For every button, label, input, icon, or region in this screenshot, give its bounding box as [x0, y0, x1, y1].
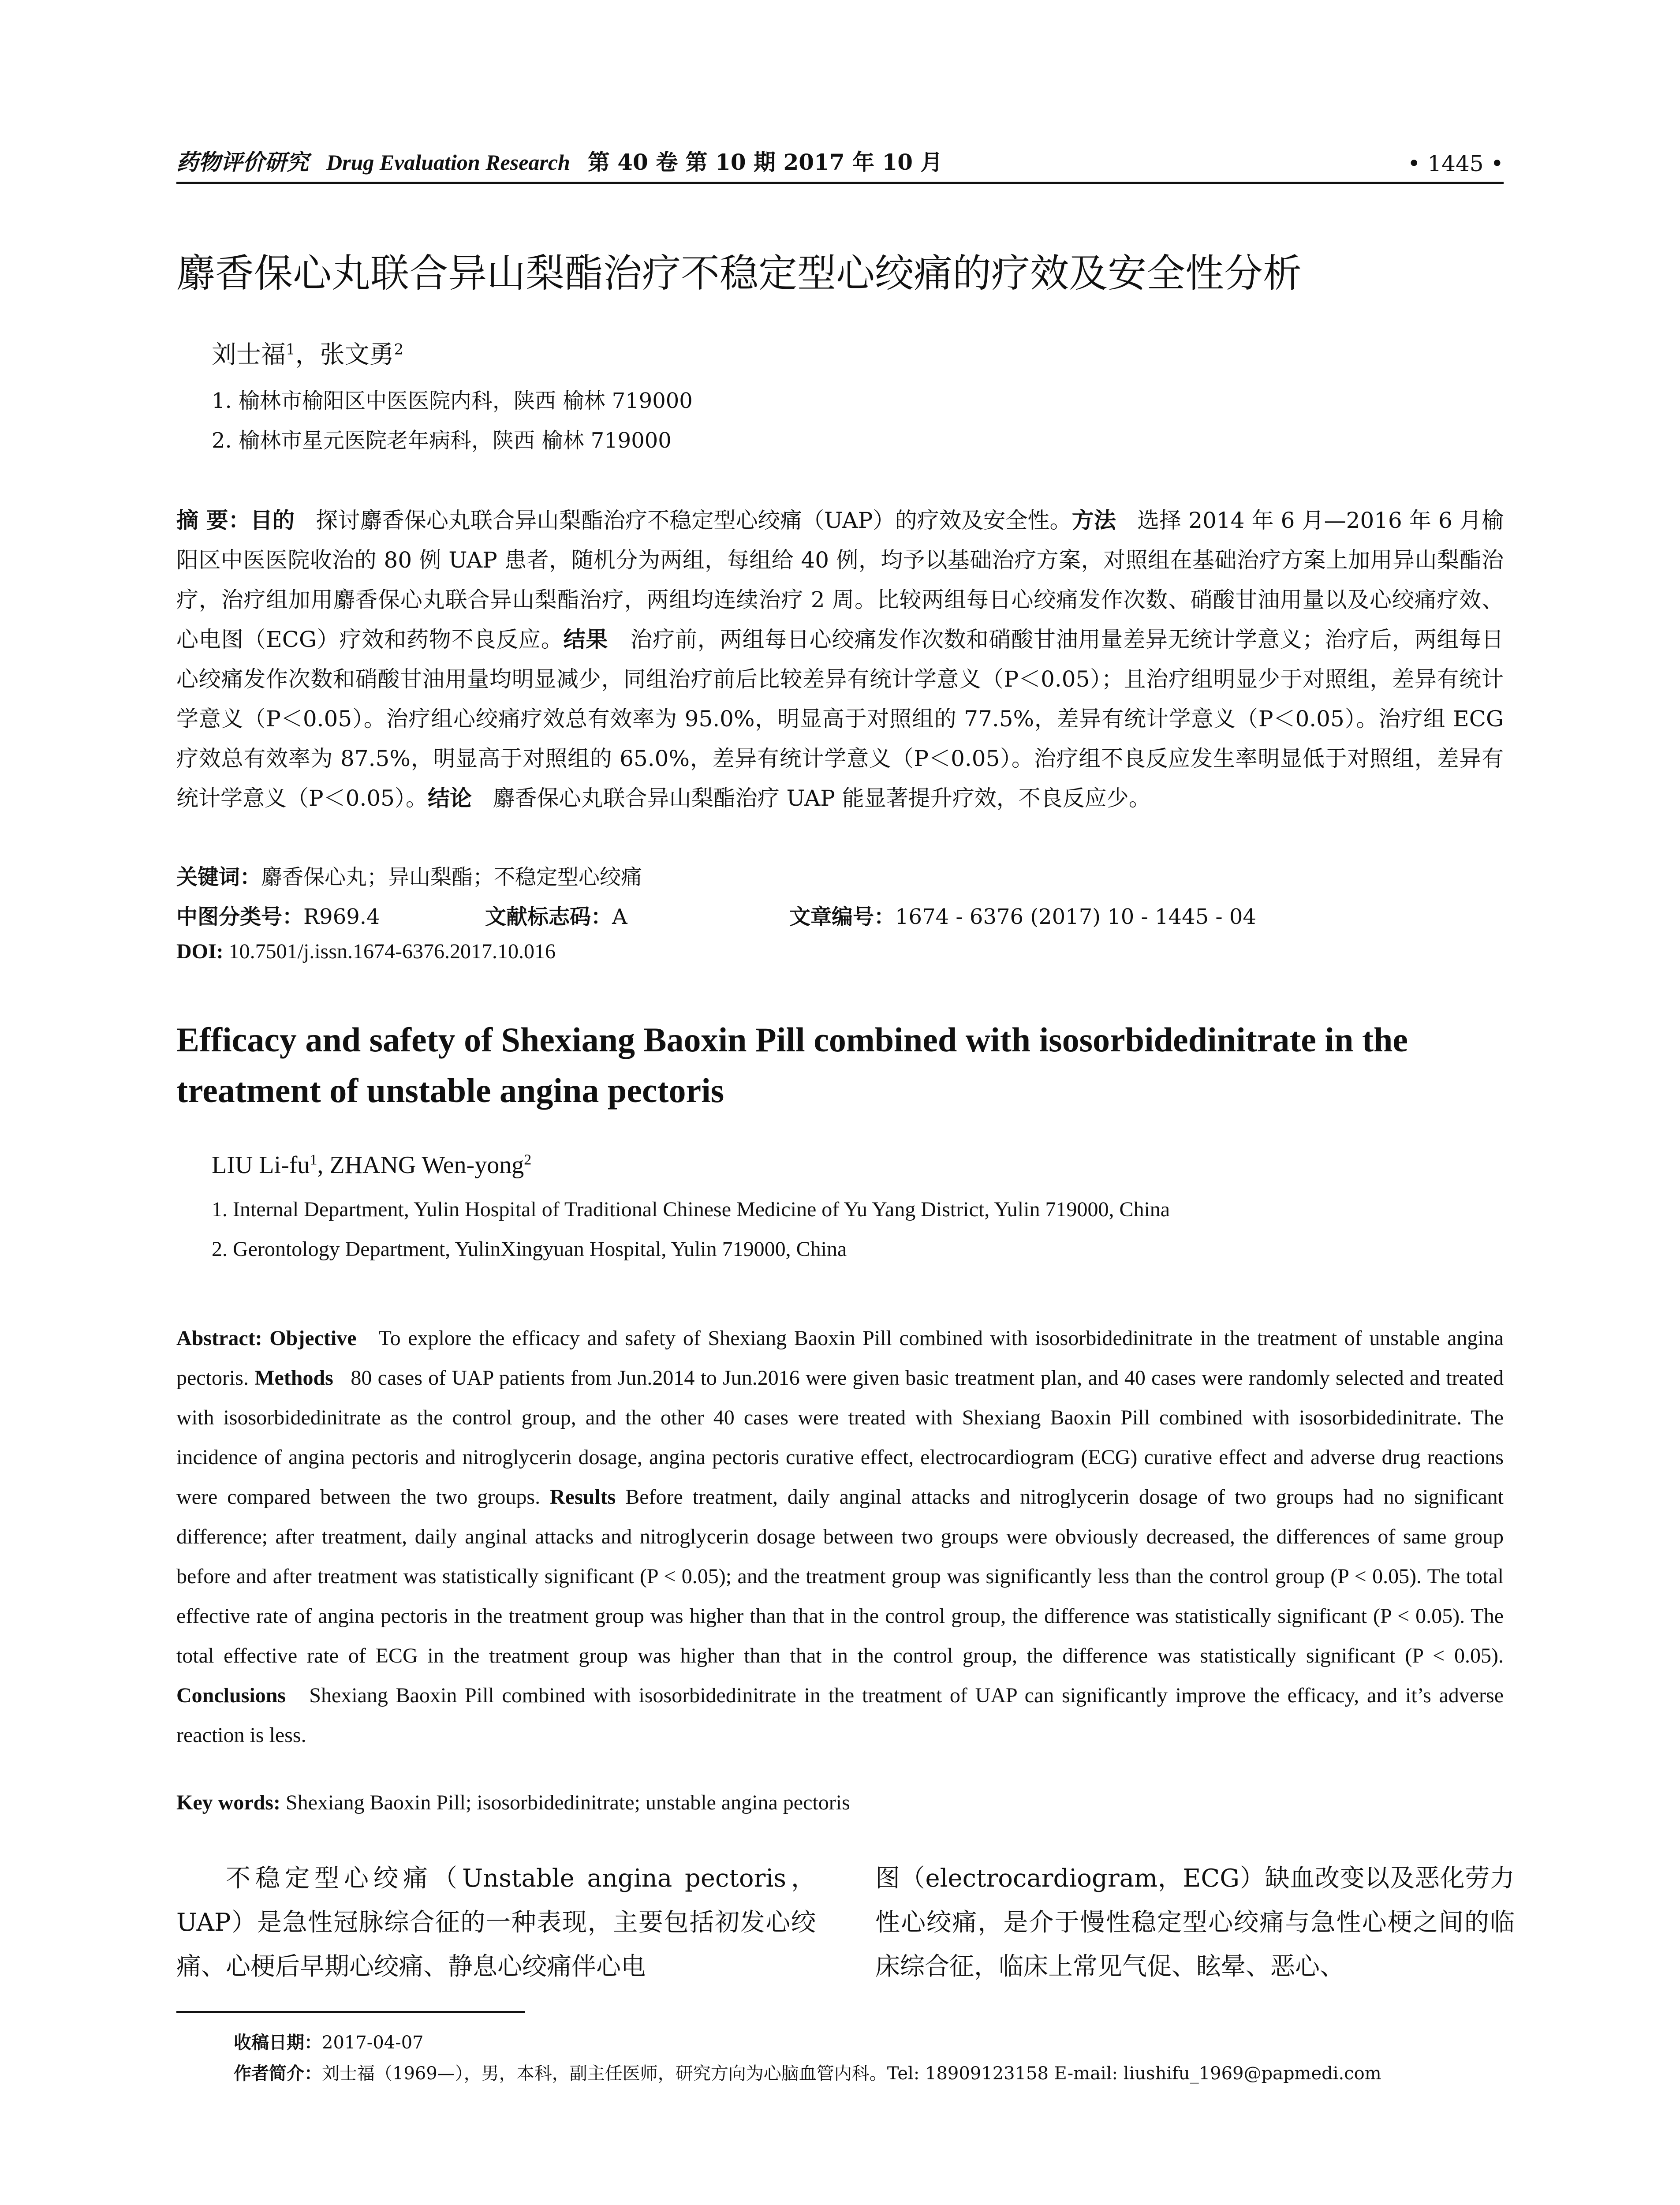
keywords-english: [176, 1790, 850, 1815]
article-number-label: 文章编号：: [789, 904, 896, 929]
results-label: 结果: [563, 627, 609, 652]
keywords-label: Key words:: [176, 1791, 280, 1814]
title-english: Efficacy and safety of Shexiang Baoxin Pill combined with isosorbidedinitrate in the treatment of unstable angina pectoris: [176, 1020, 1408, 1110]
received-label: 收稿日期：: [234, 2033, 322, 2053]
abstract-label: Abstract:: [176, 1327, 262, 1350]
authors-chinese: [212, 335, 403, 370]
keywords-text: Shexiang Baoxin Pill; isosorbidedinitrate; unstable angina pectoris: [285, 1791, 850, 1814]
clc-value: R969.4: [303, 904, 380, 929]
article-number: [789, 900, 1256, 930]
objective-text: 探讨麝香保心丸联合异山梨酯治疗不稳定型心绞痛（UAP）的疗效及安全性。: [316, 508, 1072, 533]
methods-label: Methods: [254, 1366, 333, 1390]
results-label: Results: [549, 1485, 616, 1509]
conclusions-text: Shexiang Baoxin Pill combined with isosorbidedinitrate in the treatment of UAP can significantly improve the efficacy, and it’s adverse reaction is less.: [176, 1684, 1504, 1747]
conclusions-label: Conclusions: [176, 1684, 286, 1707]
keywords-text: 麝香保心丸；异山梨酯；不稳定型心绞痛: [261, 865, 642, 889]
abstract-label: 摘 要：: [176, 508, 250, 533]
abstract-english: [176, 1319, 1504, 1755]
body-column-right: 图（electrocardiogram，ECG）缺血改变以及恶化劳力性心绞痛，是介于慢性稳定型心绞痛与急性心梗之间的临床综合征，临床上常见气促、眩晕、恶心、: [875, 1864, 1515, 1981]
author-name: 张文勇: [320, 340, 394, 369]
results-text: 治疗前，两组每日心绞痛发作次数和硝酸甘油用量差异无统计学意义；治疗后，两组每日心绞痛发作次数和硝酸甘油用量均明显减少，同组治疗前后比较差异有统计学意义（P＜0.05）；且治疗组明显少于对照组，差异有统计学意义（P＜0.05）。治疗组心绞痛疗效总有效率为 95.0%，明显高于对照组的 77.5%，差异有统计学意义（P＜0.05）。治疗组 ECG 疗效总有效率为 87.5%，明显高于对照组的 65.0%，差异有统计学意义（P＜0.05）。治疗组不良反应发生率明显低于对照组，差异有统计学意义（P＜0.05）。: [176, 627, 1504, 811]
objective-label: 目的: [250, 508, 295, 533]
running-header: [176, 141, 1504, 184]
author-name: LIU Li-fu: [212, 1151, 310, 1179]
conclusion-label: 结论: [427, 785, 472, 811]
methods-label: 方法: [1071, 508, 1116, 533]
results-text: Before treatment, daily anginal attacks and nitroglycerin dosage of two groups had no significant difference; after treatment, daily anginal attacks and nitroglycerin dosage between two groups were obviously decreased, the differences of same group before and after treatment was statistically significant (P < 0.05); and the treatment group was significantly less than the control group (P < 0.05). The total effective rate of angina pectoris in the treatment group was higher than that in the control group, the difference was statistically significant (P < 0.05). The total effective rate of ECG in the treatment group was higher than that in the control group, the difference was statistically significant (P < 0.05).: [176, 1485, 1504, 1667]
author-name: ZHANG Wen-yong: [329, 1151, 524, 1179]
methods-text: 选择 2014 年 6 月—2016 年 6 月榆阳区中医医院收治的 80 例 UAP 患者，随机分为两组，每组给 40 例，均予以基础治疗方案，对照组在基础治疗方案上加用异山梨酯治疗，治疗组加用麝香保心丸联合异山梨酯治疗，两组均连续治疗 2 周。比较两组每日心绞痛发作次数、硝酸甘油用量以及心绞痛疗效、心电图（ECG）疗效和药物不良反应。: [176, 508, 1504, 652]
abstract-chinese: [176, 501, 1504, 818]
authors-english: [212, 1151, 531, 1179]
author-bio-text: 刘士福（1969—），男，本科，副主任医师，研究方向为心脑血管内科。Tel: 18909123158 E-mail: liushifu_1969@papmedi.com: [322, 2063, 1381, 2084]
conclusion-text: 麝香保心丸联合异山梨酯治疗 UAP 能显著提升疗效，不良反应少。: [493, 785, 1151, 811]
objective-label: Objective: [269, 1327, 357, 1350]
affiliation-marker: 1: [286, 340, 295, 359]
author-name: 刘士福: [212, 340, 286, 369]
journal-name: Drug Evaluation Research: [326, 150, 570, 175]
affiliation-marker: 1: [310, 1151, 317, 1168]
author-separator: ，: [295, 340, 320, 369]
affiliation-en-1: 1. Internal Department, Yulin Hospital of Traditional Chinese Medicine of Yu Yang District, Yulin 719000, China: [212, 1198, 1170, 1221]
affiliation-cn-1: 1. 榆林市榆阳区中医医院内科，陕西 榆林 719000: [212, 389, 693, 413]
affiliation-marker: 2: [524, 1151, 532, 1168]
keywords-chinese: [176, 860, 642, 890]
issue-info: 第 40 卷 第 10 期 2017 年 10 月: [587, 149, 943, 175]
methods-text: 80 cases of UAP patients from Jun.2014 to Jun.2016 were given basic treatment plan, and 40 cases were randomly selected and treated with isosorbidedinitrate as the control group, and the other 40 cases were treated with Shexiang Baoxin Pill combined with isosorbidedinitrate. The incidence of angina pectoris and nitroglycerin dosage, angina pectoris curative effect, electrocardiogram (ECG) curative effect and adverse drug reactions were compared between the two groups.: [176, 1366, 1504, 1509]
header-left: [176, 145, 942, 176]
doi-line: [176, 939, 556, 964]
title-chinese: 麝香保心丸联合异山梨酯治疗不稳定型心绞痛的疗效及安全性分析: [176, 250, 1302, 296]
classification-line: [176, 900, 1256, 930]
page-number: • 1445 •: [1407, 151, 1504, 176]
doi-label: DOI:: [176, 940, 224, 963]
footnote-author-bio: [234, 2059, 1381, 2085]
footnote-divider: [176, 2011, 525, 2013]
affiliation-marker: 2: [394, 340, 404, 359]
journal-logo: 药物评价研究: [176, 149, 309, 175]
document-code: [485, 900, 789, 930]
article-number-value: 1674 - 6376 (2017) 10 - 1445 - 04: [895, 904, 1256, 929]
author-bio-label: 作者简介：: [234, 2063, 322, 2084]
objective-text: To explore the efficacy and safety of Shexiang Baoxin Pill combined with isosorbidedinitrate in the treatment of unstable angina pectoris.: [176, 1327, 1504, 1390]
doc-code-value: A: [612, 904, 627, 929]
doc-code-label: 文献标志码：: [485, 904, 612, 929]
footnote-received: [234, 2029, 424, 2054]
author-separator: ,: [317, 1151, 330, 1179]
keywords-label: 关键词：: [176, 865, 261, 889]
clc-label: 中图分类号：: [176, 904, 304, 929]
doi-link[interactable]: 10.7501/j.issn.1674-6376.2017.10.016: [228, 940, 556, 963]
affiliation-cn-2: 2. 榆林市星元医院老年病科，陕西 榆林 719000: [212, 428, 672, 453]
received-date: 2017-04-07: [322, 2033, 424, 2053]
affiliation-en-2: 2. Gerontology Department, YulinXingyuan Hospital, Yulin 719000, China: [212, 1237, 847, 1261]
clc-number: [176, 900, 485, 930]
body-column-left: 不稳定型心绞痛（Unstable angina pectoris，UAP）是急性冠脉综合征的一种表现，主要包括初发心绞痛、心梗后早期心绞痛、静息心绞痛伴心电: [176, 1864, 816, 1981]
